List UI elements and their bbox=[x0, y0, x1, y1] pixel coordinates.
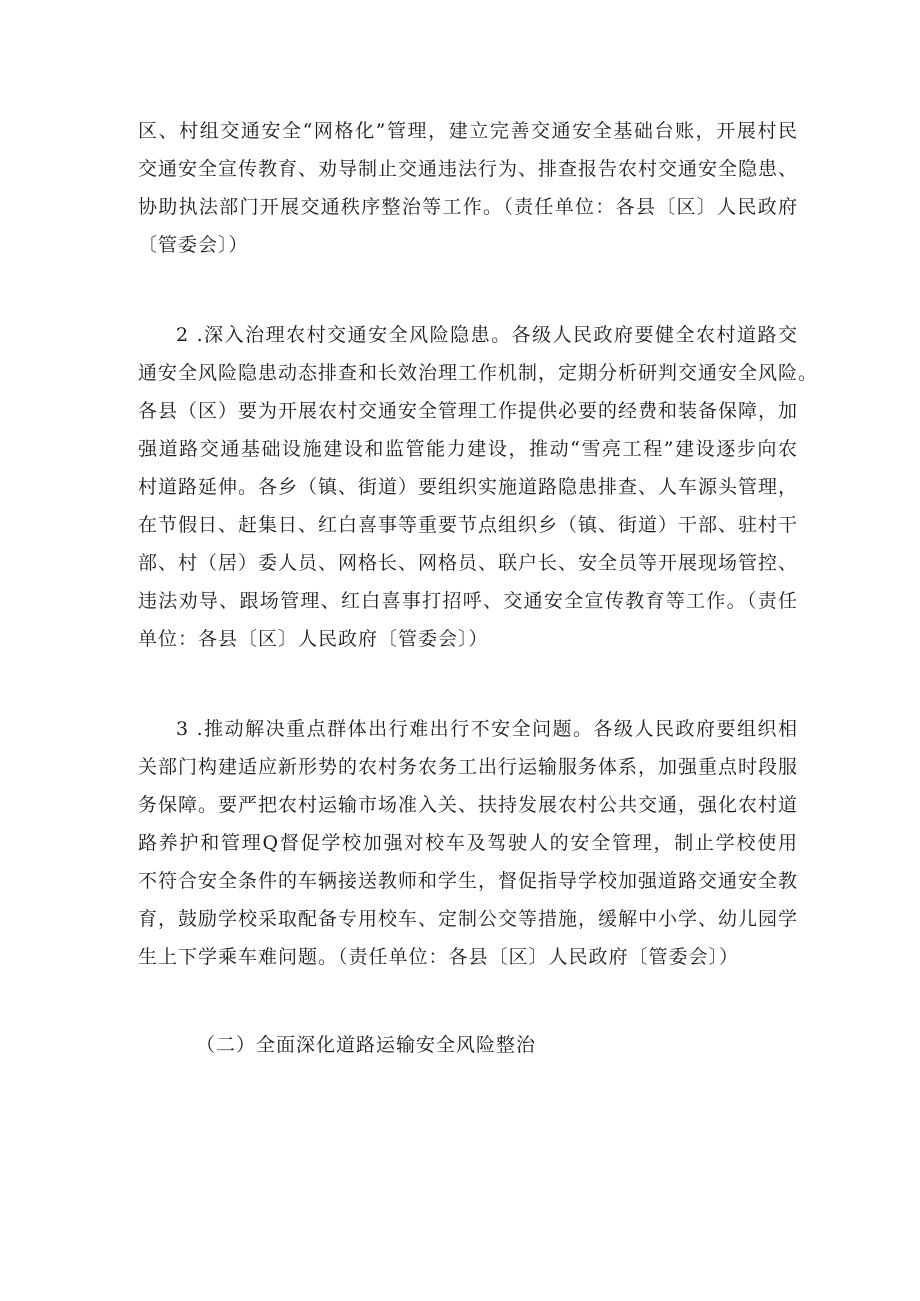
paragraph-line: 生上下学乘车难问题。（责任单位：各县〔区〕人民政府〔管委会〕） bbox=[138, 946, 740, 968]
paragraph-line: 在节假日、赶集日、红白喜事等重要节点组织乡（镇、街道）干部、驻村干 bbox=[138, 514, 799, 536]
paragraph-line: 路养护和管理Q督促学校加强对校车及驾驶人的安全管理，制止学校使用 bbox=[138, 832, 798, 854]
paragraph-line: 通安全风险隐患动态排查和长效治理工作机制，定期分析研判交通安全风险。 bbox=[138, 362, 819, 384]
paragraph-line: 强道路交通基础设施建设和监管能力建设，推动“雪亮工程”建设逐步向农 bbox=[138, 438, 798, 460]
paragraph-line: 务保障。要严把农村运输市场准入关、扶持发展农村公共交通，强化农村道 bbox=[138, 794, 799, 816]
paragraph-line: 3 .推动解决重点群体出行难出行不安全问题。各级人民政府要组织相 bbox=[176, 718, 798, 740]
paragraph-line: 各县（区）要为开展农村交通安全管理工作提供必要的经费和装备保障，加 bbox=[138, 400, 799, 422]
paragraph-line: 村道路延伸。各乡（镇、街道）要组织实施道路隐患排查、人车源头管理， bbox=[138, 476, 799, 498]
paragraph-line: 2 .深入治理农村交通安全风险隐患。各级人民政府要健全农村道路交 bbox=[176, 324, 798, 346]
paragraph-line: 育，鼓励学校采取配备专用校车、定制公交等措施，缓解中小学、幼儿园学 bbox=[138, 908, 799, 930]
paragraph-line: 不符合安全条件的车辆接送教师和学生，督促指导学校加强道路交通安全教 bbox=[138, 870, 799, 892]
paragraph-line: 协助执法部门开展交通秩序整治等工作。（责任单位：各县〔区〕人民政府 bbox=[138, 196, 798, 218]
paragraph-line: 〔管委会〕） bbox=[138, 234, 249, 256]
paragraph-line: 区、村组交通安全“网格化”管理，建立完善交通安全基础台账，开展村民 bbox=[138, 120, 798, 142]
section-heading: （二）全面深化道路运输安全风险整治 bbox=[196, 1034, 537, 1056]
paragraph-line: 违法劝导、跟场管理、红白喜事打招呼、交通安全宣传教育等工作。（责任 bbox=[138, 590, 798, 612]
paragraph-line: 部、村（居）委人员、网格长、网格员、联户长、安全员等开展现场管控、 bbox=[138, 552, 799, 574]
paragraph-line: 单位：各县〔区〕人民政府〔管委会〕） bbox=[138, 628, 489, 650]
paragraph-line: 交通安全宣传教育、劝导制止交通违法行为、排查报告农村交通安全隐患、 bbox=[138, 158, 799, 180]
paragraph-line: 关部门构建适应新形势的农村务农务工出行运输服务体系，加强重点时段服 bbox=[138, 756, 799, 778]
